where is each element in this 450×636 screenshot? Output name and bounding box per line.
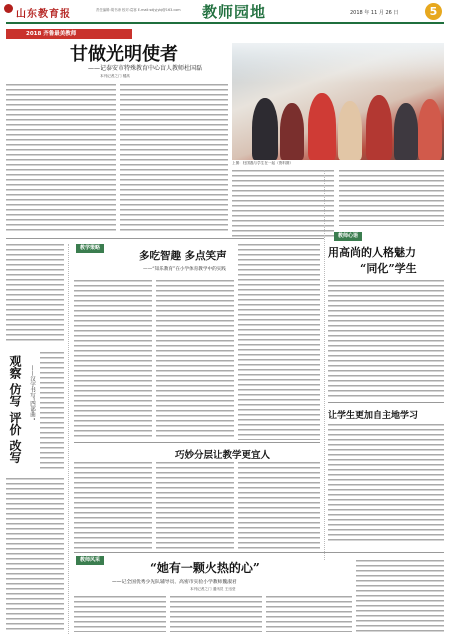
bottom-headline: “她有一颗火热的心” — [150, 561, 260, 575]
column-tag: 教师心语 — [334, 232, 362, 241]
newspaper-brand: 山东教育报 — [16, 9, 71, 20]
multi-subheadline: ——“知乐教育”在小学体育教学中的实践 — [143, 267, 226, 272]
bottom-body-1 — [74, 596, 166, 632]
learn-body — [328, 424, 444, 544]
learn-headline: 让学生更加自主地学习 — [328, 411, 419, 421]
left-vertical-subheadline: ——汉字书写“四部曲” — [29, 365, 35, 421]
divider — [74, 442, 320, 443]
brand-logo-icon — [4, 4, 13, 13]
column-divider — [68, 244, 69, 634]
left-body-mid — [40, 352, 64, 472]
column-divider — [324, 170, 325, 560]
lead-body-col-3 — [232, 170, 334, 240]
multi-body-3 — [238, 244, 320, 440]
lead-headline: 甘做光明使者 — [70, 44, 178, 65]
left-body-bottom — [6, 478, 64, 630]
header-rule — [6, 22, 444, 24]
column-tag: 教学策略 — [76, 244, 104, 253]
left-vertical-headline: 观察 仿写 评价 改写 — [8, 355, 22, 464]
charm-headline-line2: “同化”学生 — [360, 262, 417, 275]
left-body-top — [6, 244, 64, 344]
divider — [6, 238, 324, 239]
charm-body — [328, 280, 444, 398]
multi-body-2 — [156, 280, 234, 440]
lead-photo — [232, 43, 444, 160]
layer-body-1 — [74, 462, 152, 550]
column-tag: 教师风采 — [76, 556, 104, 565]
editor-info: 责任编辑:胡书涛 校对:葛寒 E-mail:sdjyjybj@163.com — [96, 8, 181, 12]
bottom-body-2 — [170, 596, 262, 632]
divider — [328, 402, 444, 403]
lead-body-col-4 — [339, 170, 444, 226]
charm-headline-line1: 用高尚的人格魅力 — [328, 246, 416, 259]
lead-byline: 本刊记者之门 楼高 — [100, 74, 130, 78]
bottom-subheadline: ——记全国优秀少先队辅导员、高密市实验小学教师魏淑君 — [112, 580, 237, 585]
layer-headline: 巧妙分层让教学更宜人 — [175, 450, 271, 461]
lead-body-col-1 — [6, 84, 116, 234]
masthead — [0, 0, 450, 26]
layer-body-3 — [238, 462, 320, 550]
multi-body-1 — [74, 280, 152, 440]
bottom-body-3 — [266, 596, 352, 632]
page-number-badge: 5 — [425, 3, 442, 20]
issue-date: 2018 年 11 月 26 日 — [350, 10, 399, 16]
photo-caption: 上图：杜国磊与学生在一起（资料图） — [232, 161, 294, 165]
section-title: 教师园地 — [202, 3, 267, 21]
bottom-byline: 本刊记者之门 通讯员 王迅莹 — [190, 587, 236, 591]
lead-subheadline: ——记泰安市特殊教育中心盲人教师杜国磊 — [88, 65, 203, 72]
lead-banner: 2018 齐鲁最美教师 — [6, 29, 132, 39]
bottom-body-4 — [356, 560, 444, 632]
multi-headline: 多吃智趣 多点笑声 — [139, 250, 227, 262]
layer-body-2 — [156, 462, 234, 550]
divider — [74, 552, 444, 553]
lead-body-col-2 — [120, 84, 228, 234]
